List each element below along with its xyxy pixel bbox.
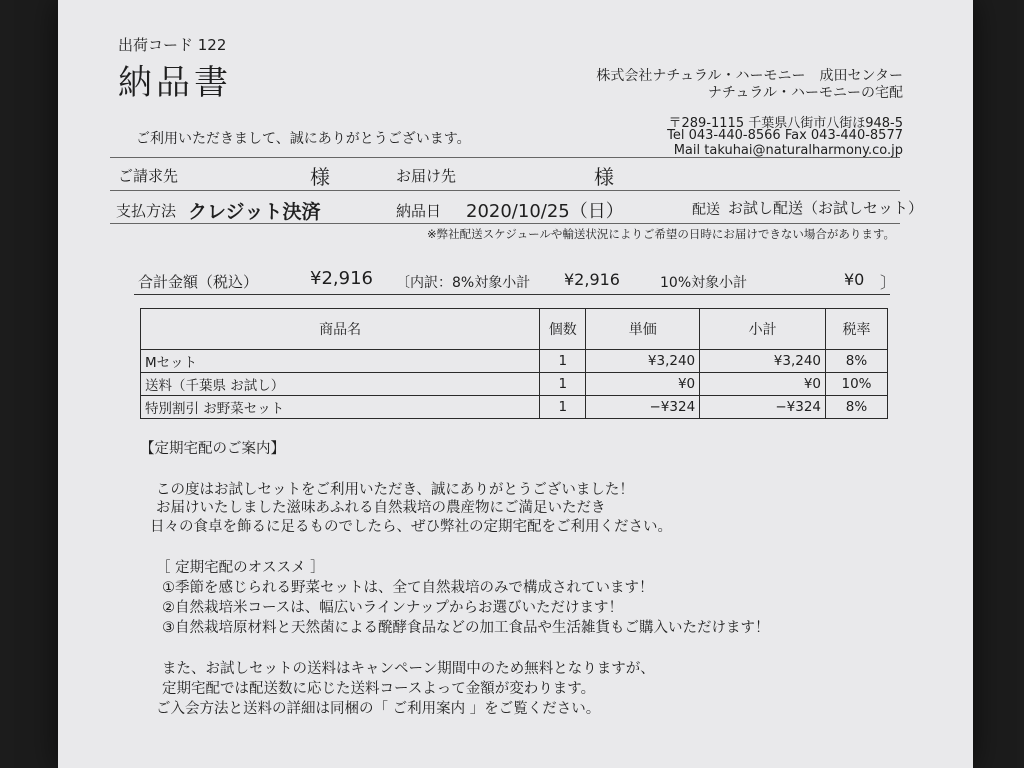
subtotal-10-label: 10%対象小計 <box>660 275 748 291</box>
total-label: 合計金額（税込） <box>138 273 259 291</box>
shipping-value: お試し配送（お試しセット） <box>728 199 924 217</box>
table-header-row <box>141 309 888 350</box>
total-value: ¥2,916 <box>310 268 373 289</box>
item-unit-price: ¥3,240 <box>586 350 700 373</box>
item-name: 送料（千葉県 お試し） <box>141 373 540 396</box>
shipping-label: 配送 <box>692 202 720 218</box>
delivery-date-label: 納品日 <box>396 202 442 220</box>
header-quantity: 個数 <box>540 309 586 350</box>
header-unit-price: 単価 <box>586 309 700 350</box>
recommend-point: ②自然栽培米コースは、幅広いラインナップからお選びいただけます！ <box>162 600 624 616</box>
subtotal-10-value: ¥0 <box>844 270 865 289</box>
item-quantity: 1 <box>540 396 586 419</box>
recommend-heading: ［ 定期宅配のオススメ ］ <box>156 560 325 576</box>
item-unit-price: −¥324 <box>586 396 700 419</box>
divider <box>110 190 900 191</box>
breakdown-close: 〕 <box>880 273 897 292</box>
guide-line: この度はお試しセットをご利用いただき、誠にありがとうございました！ <box>156 482 634 498</box>
payment-value: クレジット決済 <box>188 201 321 223</box>
guide-line: ご入会方法と送料の詳細は同梱の「 ご利用案内 」をご覧ください。 <box>156 701 601 717</box>
item-unit-price: ¥0 <box>586 373 700 396</box>
item-tax-rate: 8% <box>826 350 888 373</box>
item-subtotal: ¥0 <box>700 373 826 396</box>
item-subtotal: −¥324 <box>700 396 826 419</box>
guide-line: また、お試しセットの送料はキャンペーン期間中のため無料となりますが、 <box>162 661 655 677</box>
company-mail: Mail takuhai@naturalharmony.co.jp <box>673 143 903 158</box>
company-address: 〒289-1115 千葉県八街市八街ほ948-5 <box>668 116 903 131</box>
items-table <box>140 308 888 419</box>
table-row <box>141 350 888 373</box>
recommend-point: ③自然栽培原材料と天然菌による醗酵食品などの加工食品や生活雑貨もご購入いただけます！ <box>162 620 770 636</box>
company-name: 株式会社ナチュラル・ハーモニー 成田センター <box>596 68 903 84</box>
thanks-message: ご利用いただきまして、誠にありがとうございます。 <box>136 131 471 147</box>
company-phone: Tel 043-440-8566 Fax 043-440-8577 <box>667 128 903 143</box>
item-name: Mセット <box>141 350 540 373</box>
shipping-code: 出荷コード 122 <box>118 36 227 54</box>
document-title: 納品書 <box>118 63 232 103</box>
item-quantity: 1 <box>540 373 586 396</box>
company-service: ナチュラル・ハーモニーの宅配 <box>707 85 903 101</box>
subtotal-8-value: ¥2,916 <box>564 270 620 289</box>
recommend-point: ①季節を感じられる野菜セットは、全て自然栽培のみで構成されています！ <box>162 580 654 596</box>
table-row <box>141 373 888 396</box>
delivery-slip <box>58 0 973 768</box>
bill-to-label: ご請求先 <box>118 167 179 185</box>
header-item-name: 商品名 <box>141 309 540 350</box>
guide-line: お届けいたしました滋味あふれる自然栽培の農産物にご満足いただき <box>156 500 606 516</box>
guide-line: 日々の食卓を飾るに足るものでしたら、ぜひ弊社の定期宅配をご利用ください。 <box>150 519 672 535</box>
header-subtotal: 小計 <box>700 309 826 350</box>
item-quantity: 1 <box>540 350 586 373</box>
breakdown-label: 〔内訳：8%対象小計 <box>396 275 531 291</box>
item-tax-rate: 8% <box>826 396 888 419</box>
guide-line: 定期宅配では配送数に応じた送料コースよって金額が変わります。 <box>162 681 596 697</box>
guide-heading: 【定期宅配のご案内】 <box>140 441 285 457</box>
item-name: 特別割引 お野菜セット <box>141 396 540 419</box>
item-subtotal: ¥3,240 <box>700 350 826 373</box>
divider <box>110 157 900 158</box>
divider <box>110 223 900 224</box>
table-row <box>141 396 888 419</box>
header-tax-rate: 税率 <box>826 309 888 350</box>
delivery-date-value: 2020/10/25（日） <box>466 201 624 222</box>
deliver-to-honorific: 様 <box>594 165 614 189</box>
total-underline <box>134 294 890 295</box>
payment-label: 支払方法 <box>116 202 177 220</box>
item-tax-rate: 10% <box>826 373 888 396</box>
delivery-note: ※弊社配送スケジュールや輸送状況によりご希望の日時にお届けできない場合があります。 <box>426 227 895 241</box>
deliver-to-label: お届け先 <box>396 167 457 185</box>
bill-to-honorific: 様 <box>310 165 330 189</box>
